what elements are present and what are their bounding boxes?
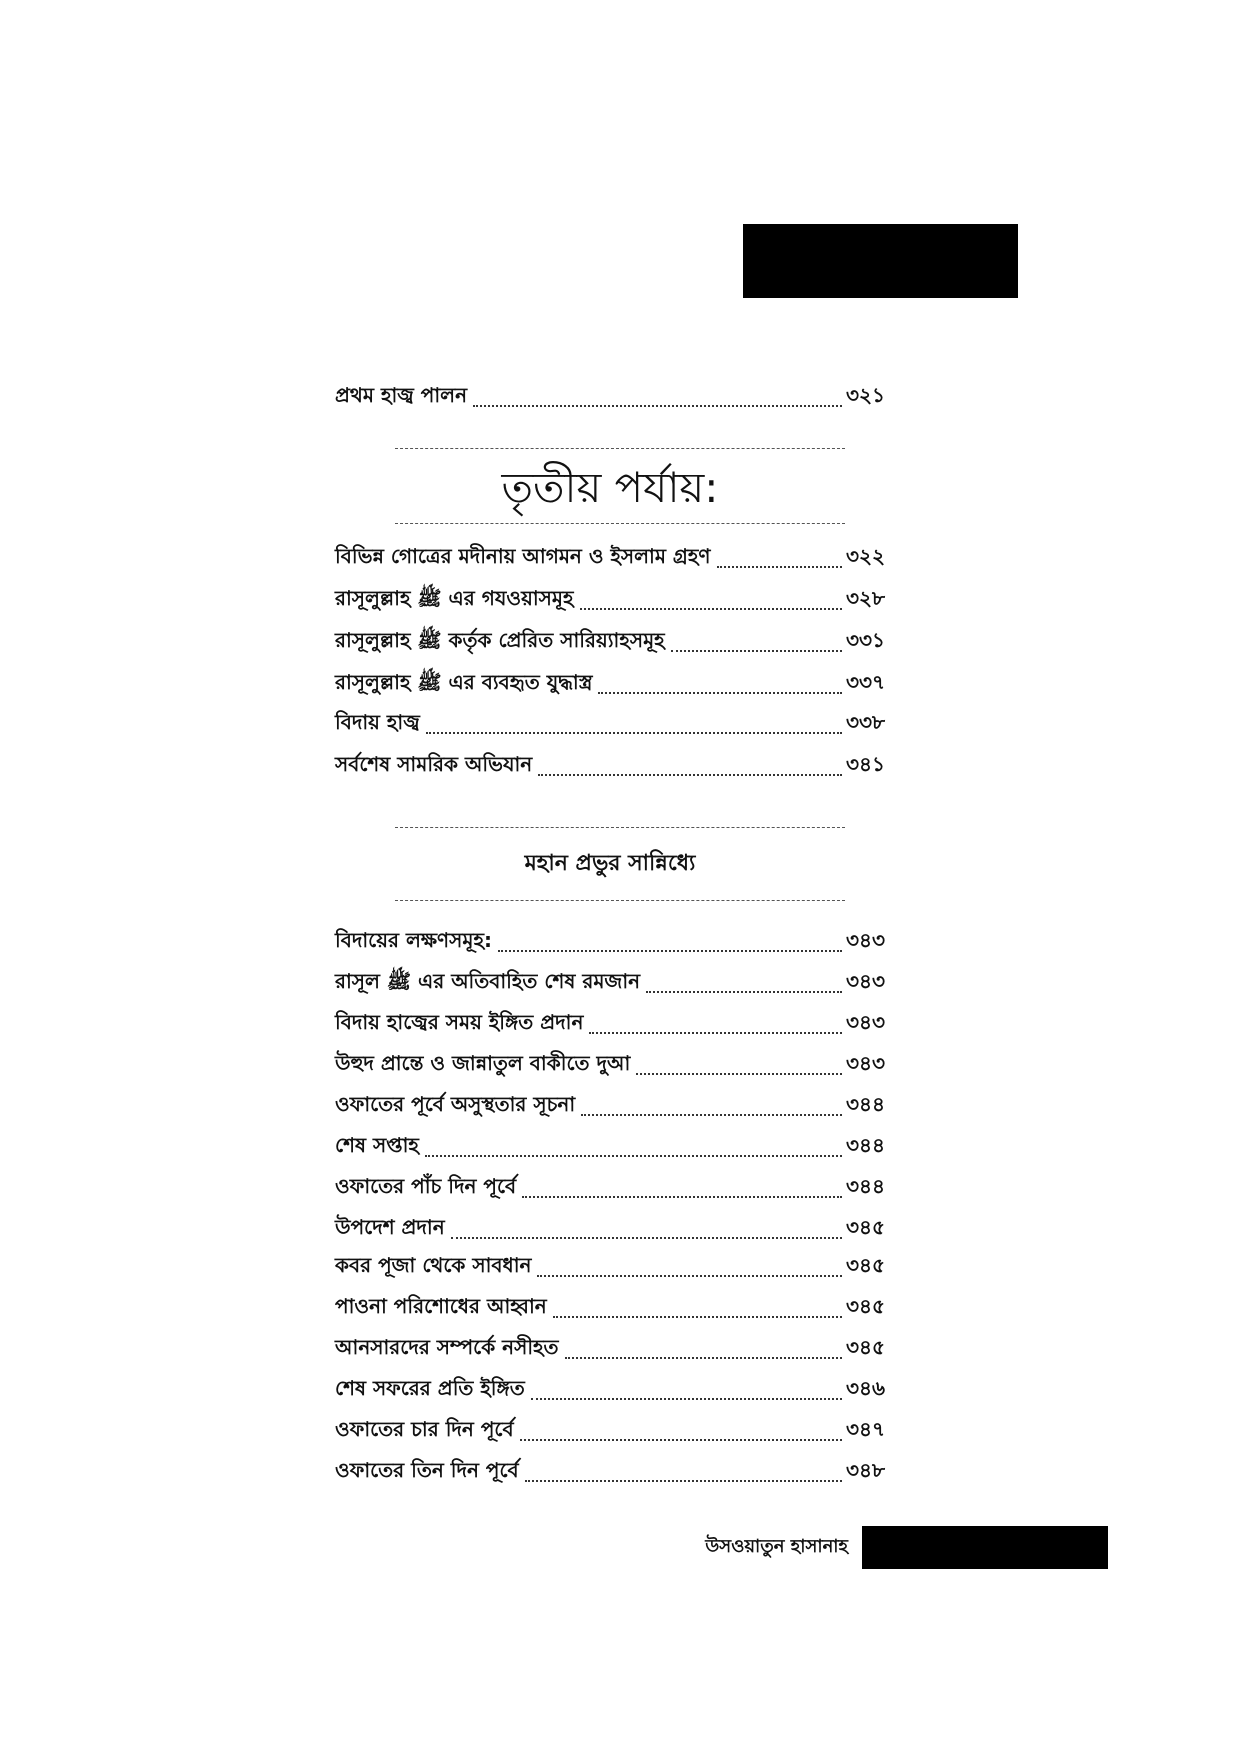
toc-entry-page: ৩৪৪ [846,1133,885,1157]
toc-entry [335,1212,885,1246]
section-rule-bottom [395,900,845,901]
dot-leader [537,1275,842,1277]
dot-leader [525,1480,842,1482]
toc-entry-page: ৩৪৫ [846,1294,885,1318]
toc-entry-title: উহুদ প্রান্তে ও জান্নাতুল বাকীতে দুআ [335,1051,631,1075]
toc-entry-title: শেষ সফরের প্রতি ইঙ্গিত [335,1376,525,1400]
toc-entry [335,1373,885,1407]
dot-leader [498,950,842,952]
redaction-block-top [743,224,1018,298]
section-heading: মহান প্রভুর সান্নিধ্যে [524,851,696,876]
section-rule-bottom [395,523,845,524]
section-heading: তৃতীয় পর্যায়: [501,463,719,512]
toc-entry [335,925,885,959]
dot-leader [581,1114,842,1116]
toc-entry [335,707,885,741]
toc-entry-page: ৩৪৪ [846,1174,885,1198]
section-rule-top [395,827,845,828]
toc-entry-page: ৩২৮ [846,586,885,610]
dot-leader [636,1073,842,1075]
dot-leader [717,566,842,568]
toc-entry [335,1171,885,1205]
toc-entry-title: বিদায় হাজ্বের সময় ইঙ্গিত প্রদান [335,1010,584,1034]
toc-entry [335,1007,885,1041]
toc-entry [335,1414,885,1448]
toc-entry-title: ওফাতের পাঁচ দিন পূর্বে [335,1174,517,1198]
toc-entry-title: বিদায় হাজ্ব [335,710,420,734]
toc-entry-title: কবর পূজা থেকে সাবধান [335,1253,532,1277]
toc-entry-page: ৩৪৫ [846,1253,885,1277]
dot-leader [671,650,842,652]
dot-leader [580,608,843,610]
toc-entry [335,1130,885,1164]
dot-leader [520,1439,842,1441]
toc-entry-page: ৩৩৭ [845,670,885,694]
toc-entry-page: ৩৪৩ [846,969,885,993]
toc-entry-page: ৩৪৭ [846,1417,885,1441]
toc-entry-page: ৩৪৫ [846,1335,885,1359]
toc-entry-title: শেষ সপ্তাহ [335,1133,419,1157]
dot-leader [425,1155,842,1157]
running-footer-title: উসওয়াতুন হাসানাহ [705,1536,848,1557]
toc-entry [335,541,885,575]
toc-entry-title: রাসূলুল্লাহ ﷺ কর্তৃক প্রেরিত সারিয়্যাহসমূহ [335,628,665,652]
toc-entry-page: ৩৪১ [846,752,885,776]
toc-entry-title: রাসূলুল্লাহ ﷺ এর ব্যবহৃত যুদ্ধাস্ত্র [335,670,593,694]
dot-leader [538,774,842,776]
dot-leader [598,692,842,694]
dot-leader [589,1032,842,1034]
toc-entry [335,625,885,659]
toc-entry-page: ৩৪৬ [846,1376,885,1400]
toc-entry [335,1048,885,1082]
toc-entry [335,667,885,701]
dot-leader [565,1357,842,1359]
dot-leader [553,1316,842,1318]
toc-entry-page: ৩৩১ [846,628,885,652]
toc-entry [335,1291,885,1325]
redaction-block-footer [862,1526,1108,1569]
dot-leader [531,1398,842,1400]
toc-entry-title: সর্বশেষ সামরিক অভিযান [335,752,533,776]
toc-entry-title: ওফাতের পূর্বে অসুস্থতার সূচনা [335,1092,576,1116]
dot-leader [522,1196,842,1198]
toc-entry [335,1089,885,1123]
section-rule-top [395,448,845,449]
toc-entry-page: ৩৪৫ [846,1215,885,1239]
dot-leader [646,991,842,993]
toc-entry-title: ওফাতের চার দিন পূর্বে [335,1417,514,1441]
toc-entry-page: ৩৪৪ [846,1092,885,1116]
toc-entry-title: ওফাতের তিন দিন পূর্বে [335,1458,519,1482]
toc-entry-page: ৩৪৮ [846,1458,885,1482]
toc-entry [335,1455,885,1489]
toc-entry-page: ৩৪৩ [846,928,885,952]
toc-entry-title: বিভিন্ন গোত্রের মদীনায় আগমন ও ইসলাম গ্রহণ [335,544,711,568]
toc-entry-title: রাসূল ﷺ এর অতিবাহিত শেষ রমজান [335,969,641,993]
toc-entry-page: ৩২১ [846,383,885,407]
toc-entry-page: ৩২২ [845,544,885,568]
toc-entry [335,1332,885,1366]
dot-leader [473,405,842,407]
toc-entry-page: ৩৩৮ [846,710,885,734]
dot-leader [451,1237,842,1239]
dot-leader [426,732,842,734]
toc-entry [335,749,885,783]
toc-entry-title: প্রথম হাজ্ব পালন [335,383,468,407]
toc-entry [335,966,885,1000]
toc-entry [335,380,885,414]
toc-entry-title: রাসূলুল্লাহ ﷺ এর গযওয়াসমূহ [335,586,574,610]
toc-entry-title: বিদায়ের লক্ষণসমূহ: [335,928,492,952]
toc-entry [335,1250,885,1284]
toc-entry-title: পাওনা পরিশোধের আহ্বান [335,1294,547,1318]
toc-entry-page: ৩৪৩ [846,1010,885,1034]
toc-entry-title: উপদেশ প্রদান [335,1215,445,1239]
toc-entry [335,583,885,617]
toc-entry-title: আনসারদের সম্পর্কে নসীহত [335,1335,559,1359]
toc-entry-page: ৩৪৩ [846,1051,885,1075]
